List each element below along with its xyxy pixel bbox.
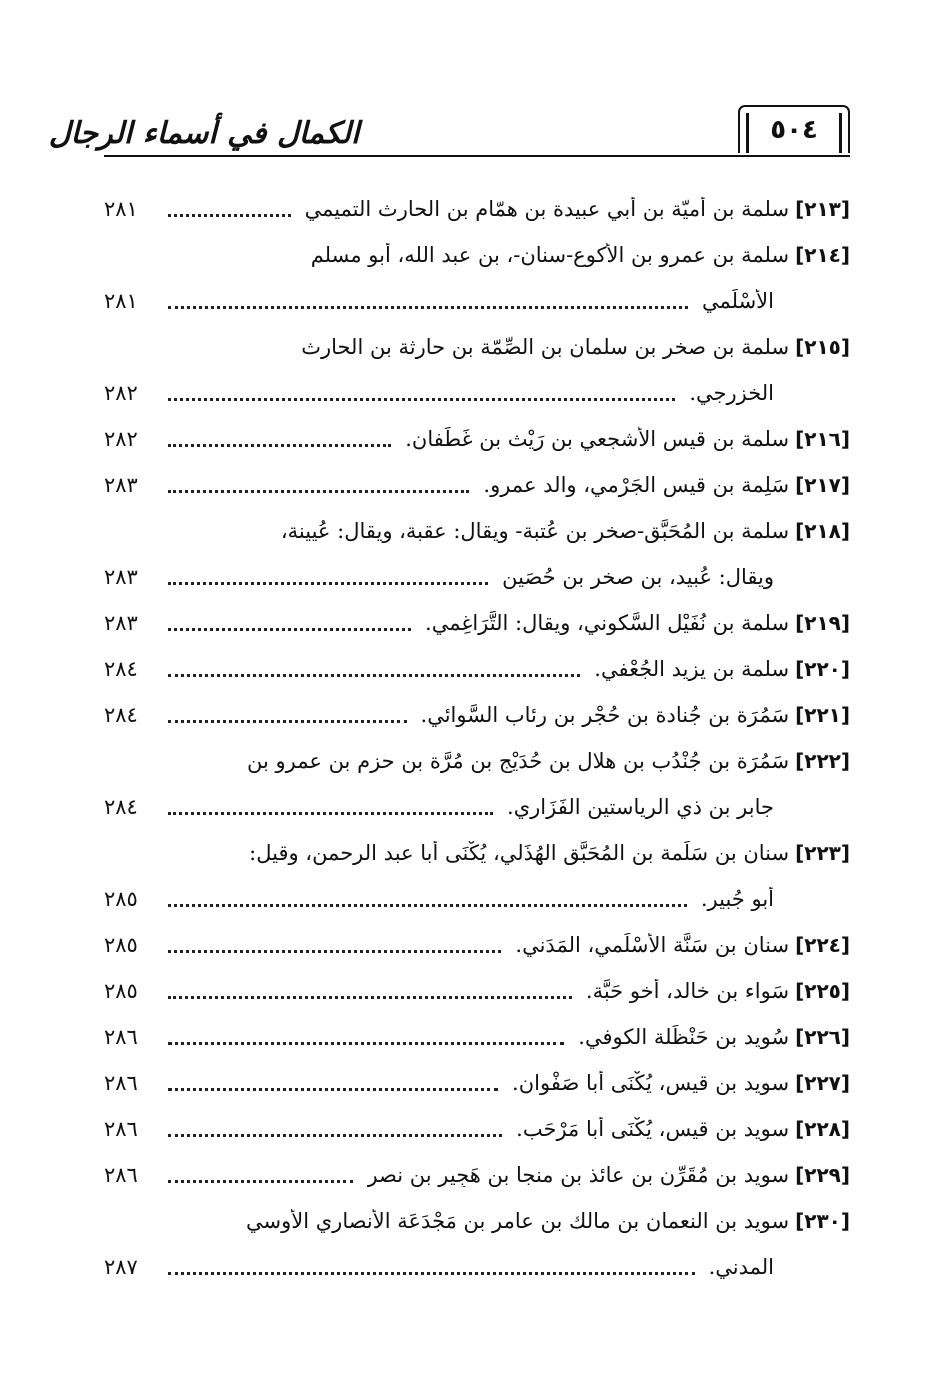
entry-title: سويد بن مُقَرِّن بن عائذ بن منجا بن هَجِير بن نصر	[367, 1163, 790, 1187]
dot-leader	[168, 582, 488, 585]
toc-entry-line	[104, 784, 850, 830]
dot-leader	[168, 628, 411, 631]
entry-title: سلمة بن المُحَبَّق-صخر بن عُتبة- ويقال: عقبة، ويقال: عُيينة،	[280, 519, 790, 543]
entry-page-number: ٢٨٦	[104, 1071, 138, 1095]
dot-leader	[168, 214, 291, 217]
toc-entry-line	[104, 232, 850, 278]
toc-entry-line	[104, 692, 850, 738]
entry-title: جابر بن ذي الرياستين الفَزَاري.	[507, 795, 774, 819]
entry-page-number: ٢٨٥	[104, 933, 138, 957]
dot-leader	[168, 1180, 353, 1183]
toc-entry-line	[104, 186, 850, 232]
entry-number: [٢٢٠]	[795, 657, 850, 681]
toc-entry-line	[104, 278, 850, 324]
entry-number: [٢١٤]	[795, 243, 850, 267]
entry-page-number: ٢٨٦	[104, 1163, 138, 1187]
entry-title: سنان بن سَنَّة الأَسْلَمي، المَدَني.	[515, 933, 790, 957]
entry-number: [٢١٨]	[795, 519, 850, 543]
entry-number: [٢٣٠]	[795, 1209, 850, 1233]
entry-number: [٢١٣]	[795, 197, 850, 221]
entry-page-number: ٢٨٣	[104, 611, 138, 635]
entry-number: [٢٢٨]	[795, 1117, 850, 1141]
entry-title: سلمة بن يزيد الجُعْفي.	[594, 657, 790, 681]
toc-entry-line	[104, 416, 850, 462]
entry-title: سُويد بن حَنْظَلة الكوفي.	[578, 1025, 790, 1049]
book-title: الكمال في أسماء الرجال	[48, 116, 360, 151]
entry-page-number: ٢٨٦	[104, 1117, 138, 1141]
dot-leader	[168, 674, 580, 677]
entry-title: سَمُرَة بن جُنْدُب بن هلال بن حُدَيْج بن مُرَّة بن حزم بن عمرو بن	[246, 749, 790, 773]
entry-title: سلمة بن عمرو بن الأكوع-سنان-، بن عبد الله، أبو مسلم	[310, 243, 790, 267]
entry-number: [٢١٧]	[795, 473, 850, 497]
entry-number: [٢٢١]	[795, 703, 850, 727]
entry-title: ويقال: عُبيد، بن صخر بن حُصَين	[502, 565, 774, 589]
entry-title: سلمة بن أُميّة بن أبي عبيدة بن همّام بن الحارث التميمي	[304, 197, 790, 221]
entry-title: سَلِمة بن قيس الجَرْمي، والد عمرو.	[483, 473, 790, 497]
dot-leader	[168, 996, 572, 999]
dot-leader	[168, 812, 493, 815]
dot-leader	[168, 1134, 502, 1137]
entry-page-number: ٢٨٤	[104, 795, 138, 819]
entry-page-number: ٢٨٣	[104, 473, 138, 497]
toc-entry-line	[104, 738, 850, 784]
entry-title: سلمة بن نُفَيْل السَّكوني، ويقال: التَّرَاغِمي.	[425, 611, 790, 635]
entry-number: [٢٢٧]	[795, 1071, 850, 1095]
entry-title: الخزرجي.	[689, 381, 774, 405]
entry-number: [٢٢٦]	[795, 1025, 850, 1049]
toc-entry-line	[104, 508, 850, 554]
dot-leader	[168, 1272, 695, 1275]
toc-entry-line	[104, 324, 850, 370]
entry-title: سويد بن النعمان بن مالك بن عامر بن مَجْدَعَة الأنصاري الأوسي	[246, 1209, 790, 1233]
entry-title: سلمة بن صخر بن سلمان بن الصِّمّة بن حارثة بن الحارث	[301, 335, 790, 359]
entry-page-number: ٢٨٧	[104, 1255, 138, 1279]
dot-leader	[168, 490, 469, 493]
toc-entry-line	[104, 1244, 850, 1290]
entry-page-number: ٢٨٤	[104, 703, 138, 727]
dot-leader	[168, 1088, 498, 1091]
entry-number: [٢٢٤]	[795, 933, 850, 957]
entry-title: الأَسْلَمي	[701, 289, 774, 313]
entry-number: [٢١٦]	[795, 427, 850, 451]
entry-page-number: ٢٨١	[104, 197, 138, 221]
page-number-box	[738, 105, 850, 153]
entry-title: سويد بن قيس، يُكْنَى أبا مَرْحَب.	[516, 1117, 790, 1141]
dot-leader	[168, 398, 675, 401]
dot-leader	[168, 720, 407, 723]
toc-entry-line	[104, 1152, 850, 1198]
toc-entry-line	[104, 462, 850, 508]
entry-page-number: ٢٨٢	[104, 381, 138, 405]
entry-page-number: ٢٨٢	[104, 427, 138, 451]
toc-entry-line	[104, 830, 850, 876]
entry-page-number: ٢٨١	[104, 289, 138, 313]
page-number: ٥٠٤	[770, 115, 818, 145]
toc-entry-line	[104, 600, 850, 646]
toc-entry-line	[104, 968, 850, 1014]
page-header	[48, 95, 850, 157]
dot-leader	[168, 1042, 564, 1045]
entry-title: سَمُرَة بن جُنادة بن حُجْر بن رِئاب السَّوائي.	[420, 703, 790, 727]
entry-number: [٢١٥]	[795, 335, 850, 359]
toc-entry-line	[104, 1014, 850, 1060]
entry-page-number: ٢٨٥	[104, 979, 138, 1003]
toc-entry-line	[104, 922, 850, 968]
entry-page-number: ٢٨٦	[104, 1025, 138, 1049]
dot-leader	[168, 950, 501, 953]
toc-entry-line	[104, 1106, 850, 1152]
entry-number: [٢٢٥]	[795, 979, 850, 1003]
entry-number: [٢٢٩]	[795, 1163, 850, 1187]
toc-entry-line	[104, 646, 850, 692]
entry-page-number: ٢٨٤	[104, 657, 138, 681]
dot-leader	[168, 444, 391, 447]
toc-entry-line	[104, 370, 850, 416]
table-of-contents	[104, 186, 850, 1290]
dot-leader	[168, 904, 687, 907]
entry-title: سلمة بن قيس الأشجعي بن رَيْث بن غَطَفان.	[405, 427, 790, 451]
entry-number: [٢٢٣]	[795, 841, 850, 865]
entry-page-number: ٢٨٥	[104, 887, 138, 911]
entry-title: سنان بن سَلَمة بن المُحَبَّق الهُذَلي، يُكْنَى أبا عبد الرحمن، وقيل:	[249, 841, 790, 865]
entry-number: [٢١٩]	[795, 611, 850, 635]
entry-title: سويد بن قيس، يُكْنَى أبا صَفْوان.	[512, 1071, 790, 1095]
entry-title: سَواء بن خالد، أخو حَبَّة.	[585, 979, 790, 1003]
entry-title: أبو جُبير.	[700, 887, 774, 911]
toc-entry-line	[104, 1198, 850, 1244]
toc-entry-line	[104, 876, 850, 922]
dot-leader	[168, 306, 688, 309]
entry-title: المدني.	[708, 1255, 774, 1279]
entry-number: [٢٢٢]	[795, 749, 850, 773]
toc-entry-line	[104, 554, 850, 600]
entry-page-number: ٢٨٣	[104, 565, 138, 589]
toc-entry-line	[104, 1060, 850, 1106]
